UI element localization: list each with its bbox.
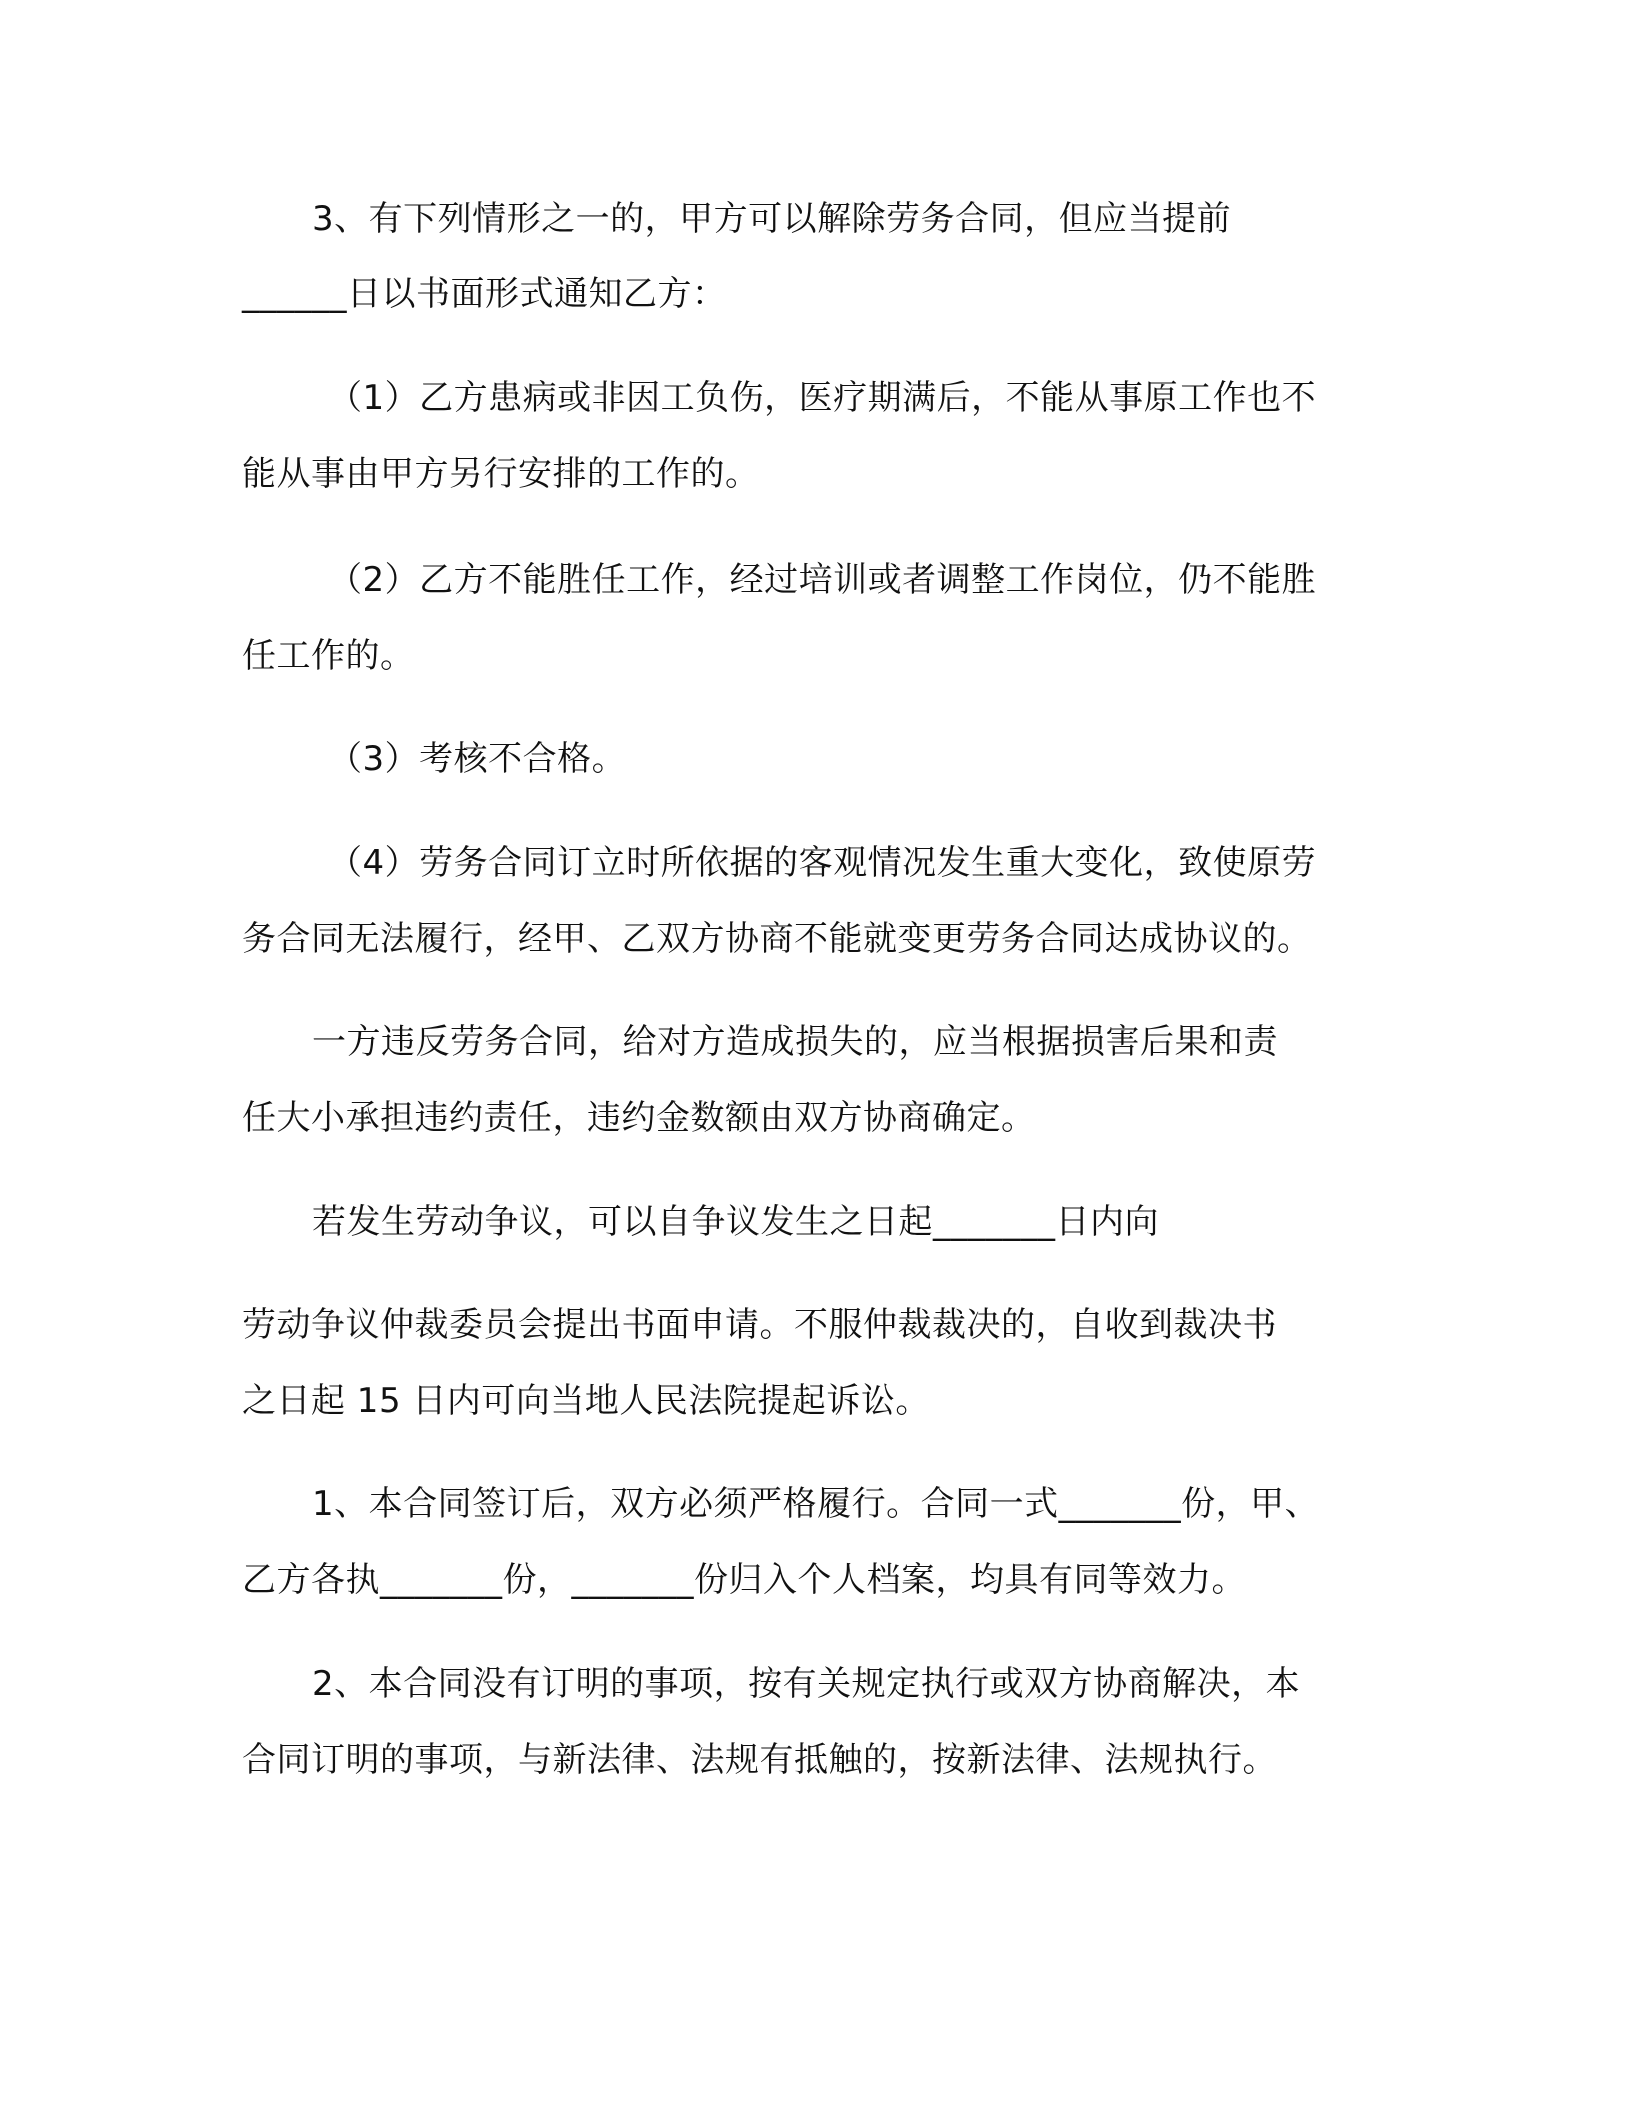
item-2-line-2: 任工作的。 — [242, 636, 415, 676]
term-2-line-1: 2、本合同没有订明的事项，按有关规定执行或双方协商解决，本 — [312, 1664, 1301, 1704]
term-1-line-2: 乙方各执_______份，_______份归入个人档案，均具有同等效力。 — [242, 1560, 1246, 1600]
item-2-line-1: （2）乙方不能胜任工作，经过培训或者调整工作岗位，仍不能胜 — [328, 560, 1317, 600]
item-3-line-1: （3）考核不合格。 — [328, 739, 627, 779]
item-1-line-1: （1）乙方患病或非因工负伤，医疗期满后，不能从事原工作也不 — [328, 378, 1317, 418]
item-4-line-2: 务合同无法履行，经甲、乙双方协商不能就变更劳务合同达成协议的。 — [242, 919, 1312, 959]
term-2-line-2: 合同订明的事项，与新法律、法规有抵触的，按新法律、法规执行。 — [242, 1740, 1277, 1780]
item-4-line-1: （4）劳务合同订立时所依据的客观情况发生重大变化，致使原劳 — [328, 843, 1317, 883]
clause-3-line-1: 3、有下列情形之一的，甲方可以解除劳务合同，但应当提前 — [312, 199, 1232, 239]
dispute-line-2: 劳动争议仲裁委员会提出书面申请。不服仲裁裁决的，自收到裁决书 — [242, 1305, 1277, 1345]
clause-3-line-2: ______日以书面形式通知乙方： — [242, 274, 727, 314]
dispute-line-3: 之日起 15 日内可向当地人民法院提起诉讼。 — [242, 1381, 930, 1421]
dispute-line-1: 若发生劳动争议，可以自争议发生之日起_______日内向 — [312, 1202, 1159, 1242]
breach-line-2: 任大小承担违约责任，违约金数额由双方协商确定。 — [242, 1098, 1036, 1138]
breach-line-1: 一方违反劳务合同，给对方造成损失的，应当根据损害后果和责 — [312, 1022, 1278, 1062]
term-1-line-1: 1、本合同签订后，双方必须严格履行。合同一式_______份，甲、 — [312, 1484, 1320, 1524]
item-1-line-2: 能从事由甲方另行安排的工作的。 — [242, 454, 760, 494]
